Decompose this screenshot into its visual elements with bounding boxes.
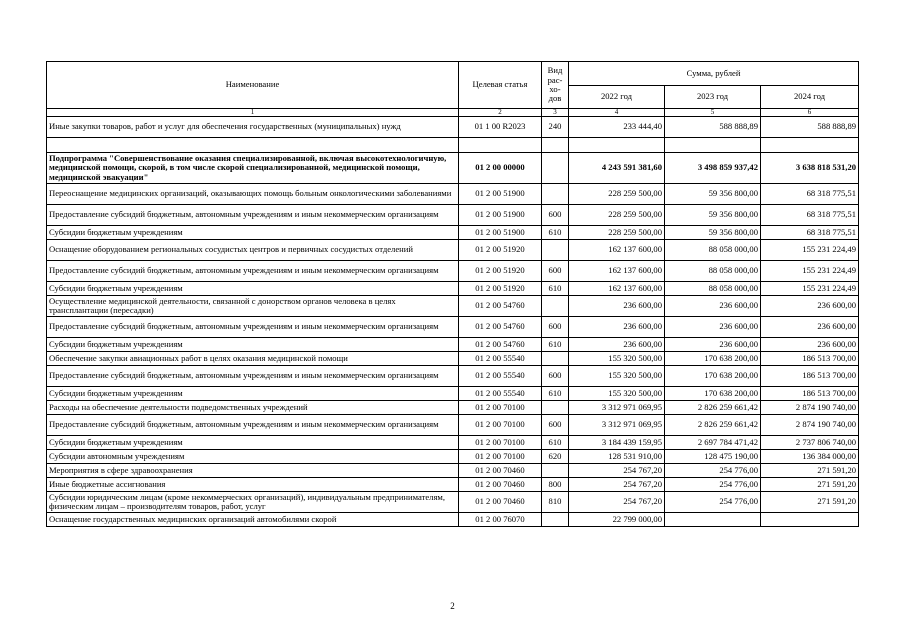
row-amount-2023: 170 638 200,00: [665, 352, 761, 366]
row-name: Обеспечение закупки авиационных работ в целях оказания медицинской помощи: [47, 352, 459, 366]
header-name: Наименование: [47, 62, 459, 109]
row-name: Субсидии бюджетным учреждениям: [47, 338, 459, 352]
row-target-code: 01 2 00 54760: [459, 296, 542, 317]
row-amount-2024: 136 384 000,00: [761, 450, 859, 464]
table-row: [47, 261, 859, 282]
header-row: [47, 62, 859, 86]
row-expense-type: 800: [542, 478, 569, 492]
row-amount-2023: 59 356 800,00: [665, 226, 761, 240]
row-amount-2023: 3 498 859 937,42: [665, 153, 761, 184]
row-amount-2023: 2 697 784 471,42: [665, 436, 761, 450]
row-amount-2022: 155 320 500,00: [569, 352, 665, 366]
row-amount-2023: 236 600,00: [665, 317, 761, 338]
column-number: 1: [47, 109, 459, 117]
row-amount-2024: 186 513 700,00: [761, 387, 859, 401]
row-target-code: 01 2 00 55540: [459, 366, 542, 387]
column-number: 5: [665, 109, 761, 117]
row-amount-2024: 155 231 224,49: [761, 261, 859, 282]
row-expense-type: [542, 352, 569, 366]
table-row: [47, 436, 859, 450]
row-amount-2024: [761, 138, 859, 153]
row-expense-type: 610: [542, 436, 569, 450]
row-amount-2023: 254 776,00: [665, 464, 761, 478]
row-expense-type: 610: [542, 387, 569, 401]
row-amount-2023: 254 776,00: [665, 478, 761, 492]
row-amount-2024: 3 638 818 531,20: [761, 153, 859, 184]
row-amount-2023: [665, 513, 761, 527]
row-amount-2023: 588 888,89: [665, 117, 761, 138]
row-amount-2024: 236 600,00: [761, 317, 859, 338]
row-expense-type: 600: [542, 205, 569, 226]
row-name: Подпрограмма "Совершенствование оказания специализированной, включая высокотехнологичную, медицинской помощи, скорой, в том числе скорой специализированной, медицинской помощи, медицинской эвакуации": [47, 153, 459, 184]
row-name: Предоставление субсидий бюджетным, автономным учреждениям и иным некоммерческим организациям: [47, 205, 459, 226]
row-amount-2022: 3 312 971 069,95: [569, 415, 665, 436]
row-name: Расходы на обеспечение деятельности подведомственных учреждений: [47, 401, 459, 415]
budget-table: [46, 61, 859, 527]
row-expense-type: 610: [542, 226, 569, 240]
row-expense-type: [542, 184, 569, 205]
row-expense-type: 620: [542, 450, 569, 464]
row-name: Оснащение оборудованием региональных сосудистых центров и первичных сосудистых отделений: [47, 240, 459, 261]
row-amount-2024: 155 231 224,49: [761, 282, 859, 296]
row-expense-type: 600: [542, 415, 569, 436]
row-expense-type: 600: [542, 317, 569, 338]
row-amount-2023: 170 638 200,00: [665, 387, 761, 401]
table-row: [47, 240, 859, 261]
row-name: Иные закупки товаров, работ и услуг для обеспечения государственных (муниципальных) нужд: [47, 117, 459, 138]
row-amount-2023: 2 826 259 661,42: [665, 415, 761, 436]
table-row: [47, 401, 859, 415]
row-expense-type: [542, 153, 569, 184]
header-target: Целевая статья: [459, 62, 542, 109]
row-amount-2022: 4 243 591 381,60: [569, 153, 665, 184]
row-amount-2022: 155 320 500,00: [569, 366, 665, 387]
header-vid: Вид рас-хо-дов: [542, 62, 569, 109]
row-target-code: 01 2 00 51920: [459, 261, 542, 282]
row-expense-type: 610: [542, 338, 569, 352]
row-name: Субсидии юридическим лицам (кроме некоммерческих организаций), индивидуальным предпринимателям, физическим лицам – производителям товаров, работ, услуг: [47, 492, 459, 513]
row-expense-type: 600: [542, 261, 569, 282]
row-amount-2023: 59 356 800,00: [665, 184, 761, 205]
row-amount-2022: 236 600,00: [569, 317, 665, 338]
row-target-code: 01 2 00 70100: [459, 415, 542, 436]
row-amount-2024: 236 600,00: [761, 338, 859, 352]
row-name: Осуществление медицинской деятельности, связанной с донорством органов человека в целях трансплантации (пересадки): [47, 296, 459, 317]
row-amount-2024: 68 318 775,51: [761, 184, 859, 205]
row-amount-2022: 233 444,40: [569, 117, 665, 138]
row-amount-2023: 170 638 200,00: [665, 366, 761, 387]
table-row: [47, 153, 859, 184]
row-target-code: 01 2 00 70460: [459, 478, 542, 492]
row-target-code: 01 2 00 70100: [459, 450, 542, 464]
row-amount-2022: 3 312 971 069,95: [569, 401, 665, 415]
row-amount-2024: 271 591,20: [761, 478, 859, 492]
row-amount-2023: [665, 138, 761, 153]
row-amount-2022: 236 600,00: [569, 296, 665, 317]
row-target-code: 01 2 00 51900: [459, 184, 542, 205]
row-amount-2024: 155 231 224,49: [761, 240, 859, 261]
row-name: Оснащение государственных медицинских организаций автомобилями скорой: [47, 513, 459, 527]
table-row: [47, 138, 859, 153]
row-amount-2023: 88 058 000,00: [665, 261, 761, 282]
row-name: Предоставление субсидий бюджетным, автономным учреждениям и иным некоммерческим организациям: [47, 415, 459, 436]
row-amount-2022: 22 799 000,00: [569, 513, 665, 527]
table-row: [47, 352, 859, 366]
row-amount-2023: 254 776,00: [665, 492, 761, 513]
table-row: [47, 464, 859, 478]
row-amount-2023: 88 058 000,00: [665, 282, 761, 296]
row-expense-type: [542, 296, 569, 317]
table-row: [47, 226, 859, 240]
row-target-code: 01 2 00 70100: [459, 401, 542, 415]
table-row: [47, 492, 859, 513]
row-amount-2024: 68 318 775,51: [761, 226, 859, 240]
row-name: Мероприятия в сфере здравоохранения: [47, 464, 459, 478]
table-row: [47, 387, 859, 401]
header-year-2023: 2023 год: [665, 85, 761, 109]
row-name: Предоставление субсидий бюджетным, автономным учреждениям и иным некоммерческим организациям: [47, 317, 459, 338]
column-number: 4: [569, 109, 665, 117]
row-amount-2022: 162 137 600,00: [569, 282, 665, 296]
row-amount-2024: 271 591,20: [761, 492, 859, 513]
header-year-2022: 2022 год: [569, 85, 665, 109]
row-target-code: 01 2 00 00000: [459, 153, 542, 184]
row-amount-2022: 3 184 439 159,95: [569, 436, 665, 450]
header-sum: Сумма, рублей: [569, 62, 859, 86]
row-name: Субсидии бюджетным учреждениям: [47, 282, 459, 296]
row-name: [47, 138, 459, 153]
row-amount-2022: 155 320 500,00: [569, 387, 665, 401]
table-row: [47, 317, 859, 338]
row-target-code: 01 2 00 70100: [459, 436, 542, 450]
row-amount-2022: 162 137 600,00: [569, 261, 665, 282]
row-expense-type: [542, 513, 569, 527]
table-row: [47, 117, 859, 138]
row-amount-2024: 236 600,00: [761, 296, 859, 317]
table-row: [47, 205, 859, 226]
row-amount-2022: 228 259 500,00: [569, 226, 665, 240]
row-amount-2024: 186 513 700,00: [761, 352, 859, 366]
row-amount-2024: 2 874 190 740,00: [761, 415, 859, 436]
row-name: Субсидии бюджетным учреждениям: [47, 436, 459, 450]
row-amount-2024: [761, 513, 859, 527]
row-target-code: 01 2 00 51920: [459, 240, 542, 261]
row-expense-type: [542, 464, 569, 478]
row-amount-2024: 2 737 806 740,00: [761, 436, 859, 450]
row-name: Субсидии бюджетным учреждениям: [47, 387, 459, 401]
row-expense-type: [542, 138, 569, 153]
row-amount-2024: 68 318 775,51: [761, 205, 859, 226]
row-expense-type: 600: [542, 366, 569, 387]
row-amount-2023: 236 600,00: [665, 296, 761, 317]
table-row: [47, 415, 859, 436]
row-target-code: 01 2 00 55540: [459, 387, 542, 401]
row-target-code: 01 2 00 51900: [459, 205, 542, 226]
row-amount-2022: [569, 138, 665, 153]
row-amount-2023: 88 058 000,00: [665, 240, 761, 261]
row-target-code: 01 2 00 54760: [459, 317, 542, 338]
table-row: [47, 513, 859, 527]
column-number-row: [47, 109, 859, 117]
row-amount-2022: 236 600,00: [569, 338, 665, 352]
row-expense-type: 810: [542, 492, 569, 513]
column-number: 3: [542, 109, 569, 117]
row-target-code: [459, 138, 542, 153]
row-target-code: 01 2 00 70460: [459, 492, 542, 513]
row-name: Субсидии бюджетным учреждениям: [47, 226, 459, 240]
row-expense-type: 610: [542, 282, 569, 296]
row-amount-2024: 2 874 190 740,00: [761, 401, 859, 415]
row-target-code: 01 2 00 55540: [459, 352, 542, 366]
row-amount-2024: 186 513 700,00: [761, 366, 859, 387]
row-amount-2023: 236 600,00: [665, 338, 761, 352]
row-target-code: 01 2 00 54760: [459, 338, 542, 352]
table-row: [47, 282, 859, 296]
row-name: Иные бюджетные ассигнования: [47, 478, 459, 492]
row-expense-type: [542, 240, 569, 261]
row-amount-2023: 2 826 259 661,42: [665, 401, 761, 415]
row-amount-2024: 588 888,89: [761, 117, 859, 138]
row-amount-2022: 228 259 500,00: [569, 184, 665, 205]
row-target-code: 01 2 00 76070: [459, 513, 542, 527]
row-amount-2023: 128 475 190,00: [665, 450, 761, 464]
row-name: Предоставление субсидий бюджетным, автономным учреждениям и иным некоммерческим организациям: [47, 261, 459, 282]
row-amount-2023: 59 356 800,00: [665, 205, 761, 226]
header-year-2024: 2024 год: [761, 85, 859, 109]
table-row: [47, 366, 859, 387]
column-number: 2: [459, 109, 542, 117]
row-name: Переоснащение медицинских организаций, оказывающих помощь больным онкологическими заболеваниями: [47, 184, 459, 205]
row-target-code: 01 2 00 70460: [459, 464, 542, 478]
row-amount-2024: 271 591,20: [761, 464, 859, 478]
row-target-code: 01 2 00 51920: [459, 282, 542, 296]
table-row: [47, 450, 859, 464]
row-target-code: 01 1 00 R2023: [459, 117, 542, 138]
row-amount-2022: 128 531 910,00: [569, 450, 665, 464]
column-number: 6: [761, 109, 859, 117]
row-amount-2022: 254 767,20: [569, 492, 665, 513]
page-number: 2: [450, 601, 455, 611]
row-amount-2022: 254 767,20: [569, 478, 665, 492]
budget-table-sheet: [46, 61, 858, 527]
table-row: [47, 184, 859, 205]
row-name: Предоставление субсидий бюджетным, автономным учреждениям и иным некоммерческим организациям: [47, 366, 459, 387]
row-expense-type: [542, 401, 569, 415]
table-row: [47, 296, 859, 317]
table-row: [47, 478, 859, 492]
row-amount-2022: 228 259 500,00: [569, 205, 665, 226]
row-amount-2022: 254 767,20: [569, 464, 665, 478]
row-name: Субсидии автономным учреждениям: [47, 450, 459, 464]
row-expense-type: 240: [542, 117, 569, 138]
row-amount-2022: 162 137 600,00: [569, 240, 665, 261]
table-row: [47, 338, 859, 352]
row-target-code: 01 2 00 51900: [459, 226, 542, 240]
